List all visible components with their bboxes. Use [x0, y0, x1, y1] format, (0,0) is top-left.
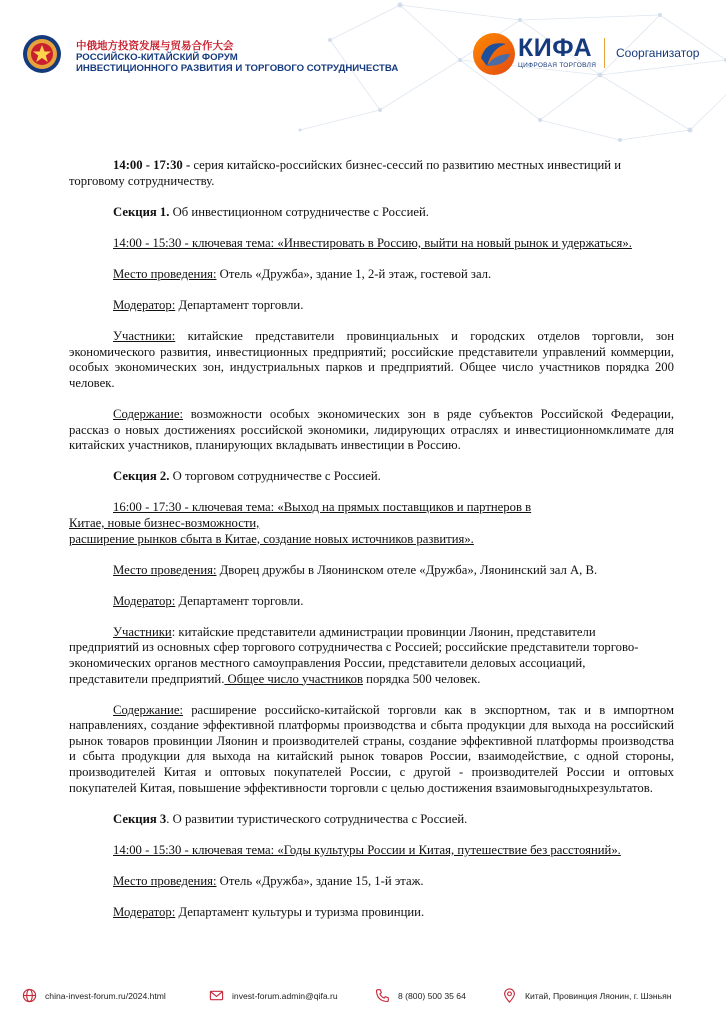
kifa-logo-icon: [472, 32, 516, 76]
section2-keynote: [69, 500, 674, 531]
section2-participants-cont: [69, 640, 674, 687]
section2-participants-line4: представители предприятий.: [69, 671, 225, 686]
section1-participants-label: Участники:: [113, 329, 176, 344]
section1-title-text: Об инвестиционном сотрудничестве с Россией.: [169, 204, 429, 219]
section2-moderator-label: Модератор:: [113, 593, 176, 608]
section3-venue-text: Отель «Дружба», здание 15, 1-й этаж.: [216, 873, 424, 888]
section2-title-text: О торговом сотрудничестве с Россией.: [169, 469, 381, 484]
section3-venue-label: Место проведения:: [113, 873, 217, 888]
page-header: [22, 32, 704, 82]
forum-title-cn: 中俄地方投资发展与贸易合作大会: [76, 40, 234, 52]
footer-website[interactable]: [22, 988, 166, 1003]
mail-icon: [209, 988, 224, 1003]
phone-icon: [375, 988, 390, 1003]
footer-address: [502, 988, 672, 1003]
forum-title-ru-line1: РОССИЙСКО-КИТАЙСКИЙ ФОРУМ: [76, 52, 238, 63]
section2-keynote-line3: расширение рынков сбыта в Китае, создание новых источников развития».: [69, 531, 474, 546]
section2-content-label: Содержание:: [113, 702, 184, 717]
footer-phone-text[interactable]: 8 (800) 500 35 64: [398, 990, 466, 1001]
globe-icon: [22, 988, 37, 1003]
section2-participants-total-label: Общее число участников: [224, 671, 363, 686]
footer-email[interactable]: [209, 988, 338, 1003]
forum-title-ru-line2: ИНВЕСТИЦИОННОГО РАЗВИТИЯ И ТОРГОВОГО СОТРУДНИЧЕСТВА: [76, 63, 399, 74]
header-divider: [604, 38, 605, 68]
section2-participants: [69, 625, 674, 641]
intro-paragraph: [69, 158, 674, 189]
section1-keynote-text: 14:00 - 15:30 - ключевая тема: «Инвестировать в Россию, выйти на новый рынок и удержаться».: [113, 235, 632, 250]
section2-participants-line2: предприятий из основных сфер торгового сотрудничества с Россией; российские представители торгово-: [69, 640, 639, 655]
section3-title: [69, 812, 674, 828]
section1-content: [69, 407, 674, 454]
partner-tagline: ЦИФРОВАЯ ТОРГОВЛЯ: [518, 62, 597, 69]
section3-keynote: [69, 843, 674, 859]
footer-email-text[interactable]: invest-forum.admin@qifa.ru: [232, 990, 338, 1001]
section2-participants-total: порядка 500 человек.: [362, 671, 481, 686]
section1-venue-label: Место проведения:: [113, 266, 217, 281]
section1-keynote: [69, 236, 674, 252]
section1-title: [69, 205, 674, 221]
section3-keynote-prefix: 14:00 - 15:30 - ключевая тема: «: [113, 842, 284, 857]
footer-address-text: Китай, Провинция Ляонин, г. Шэньян: [525, 990, 672, 1001]
section1-moderator-label: Модератор:: [113, 297, 176, 312]
section2-content: [69, 703, 674, 797]
section1-content-label: Содержание:: [113, 406, 184, 421]
section3-moderator-text: Департамент культуры и туризма провинции.: [175, 905, 425, 919]
section2-moderator-text: Департамент торговли.: [175, 593, 304, 608]
section1-venue: [69, 267, 674, 283]
section2-participants-label: Участники: [113, 624, 172, 639]
section2-title: [69, 469, 674, 485]
section2-venue: [69, 563, 674, 579]
document-body: [69, 158, 674, 921]
section2-keynote-cont: [69, 532, 674, 548]
footer-website-text[interactable]: china-invest-forum.ru/2024.html: [45, 990, 166, 1001]
location-pin-icon: [502, 988, 517, 1003]
forum-title-ru: [76, 52, 398, 74]
section2-keynote-line2: Китае, новые бизнес-возможности,: [69, 515, 260, 530]
section2-moderator: [69, 594, 674, 610]
page-footer: [22, 988, 714, 1006]
forum-logo-icon: [22, 34, 62, 74]
section3-keynote-main: Годы культуры России и Китая, путешествие без расстояний».: [283, 842, 621, 857]
section1-participants-text: китайские представители провинциальных и городских отделов торговли, зон экономического развития, инвестиционных предприятий; российские представители управлений коммерции, особых экономических зон, индустриальных парков и предприятий. Общее число участников порядка 200 человек.: [69, 329, 674, 390]
section3-title-text: . О развитии туристического сотрудничества с Россией.: [166, 811, 468, 826]
section2-participants-line3: экономических органов местного самоуправления России, представители деловых ассоциаций,: [69, 655, 586, 670]
section3-venue: [69, 874, 674, 890]
intro-time: 14:00 - 17:30 -: [113, 158, 191, 172]
partner-name: КИФА: [518, 34, 592, 62]
section3-moderator-label: Модератор:: [113, 905, 176, 919]
section2-keynote-line1: 16:00 - 17:30 - ключевая тема: «Выход на прямых поставщиков и партнеров в: [113, 500, 532, 515]
section2-content-text: расширение российско-китайской торговли как в экспортном, так и в импортном направлениях, создание эффективной платформы производства и сбыта продукции для выхода на российский рынок товаров провинции Ляонин и производителей страны, создание эффективной платформы производства и сбыта продукции для выхода на китайский рынок товаров России, взаимодействие, с одной стороны, производителей Китая и оптовых покупателей России, с другой - производителей России и оптовых покупателей Китая, повышение эффективности торговли с целью достижения взаимовыгодныхрезультатов.: [69, 702, 674, 795]
section1-participants: [69, 329, 674, 391]
section1-heading: Секция 1.: [113, 204, 170, 219]
section3-moderator: [69, 905, 674, 921]
coorganizer-label: Соорганизатор: [616, 46, 700, 60]
section2-venue-label: Место проведения:: [113, 562, 217, 577]
section1-moderator-text: Департамент торговли.: [175, 297, 304, 312]
section2-participants-line1: : китайские представители администрации провинции Ляонин, представители: [171, 624, 596, 639]
section1-content-text: возможности особых экономических зон в ряде субъектов Российской Федерации, рассказ о новых достижениях российской экономики, лидирующих отраслях и инвестиционномклимате для китайских участников, планирующих вкладывать инвестиции в Россию.: [69, 406, 674, 453]
footer-phone[interactable]: [375, 988, 466, 1003]
section1-venue-text: Отель «Дружба», здание 1, 2-й этаж, гостевой зал.: [216, 266, 492, 281]
section2-heading: Секция 2.: [113, 469, 170, 484]
section3-heading: Секция 3: [113, 811, 167, 826]
section2-venue-text: Дворец дружбы в Ляонинском отеле «Дружба», Ляонинский зал А, В.: [216, 562, 598, 577]
intro-text: серия китайско-российских бизнес-сессий по развитию местных инвестиций и торговому сотрудничеству.: [69, 158, 622, 188]
section1-moderator: [69, 298, 674, 314]
